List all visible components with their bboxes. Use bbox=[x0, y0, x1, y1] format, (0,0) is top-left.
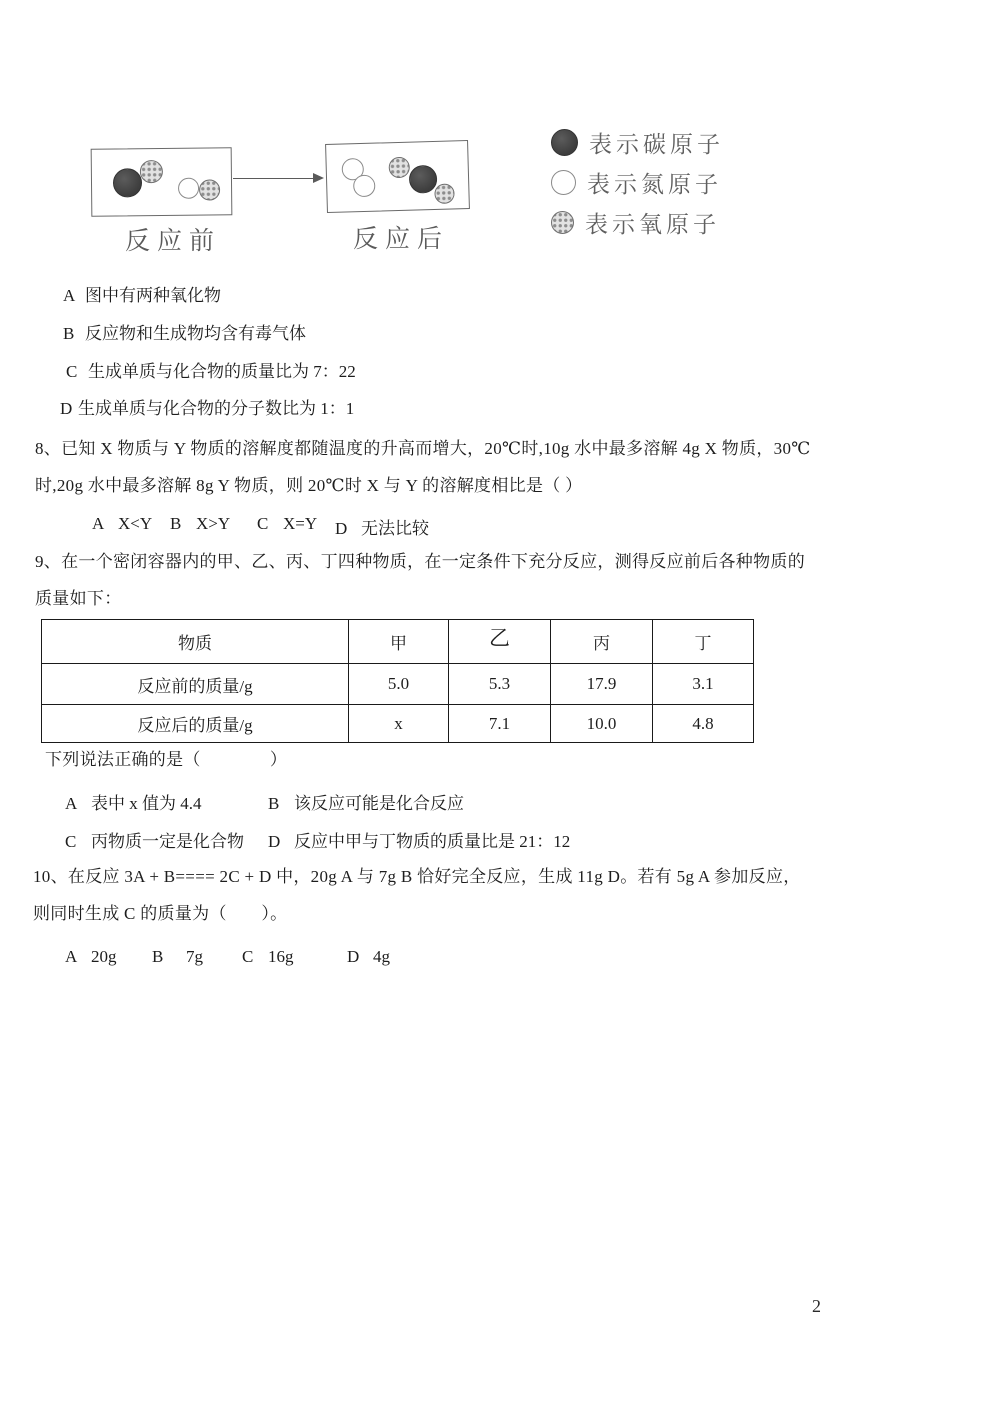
table-header-row bbox=[42, 620, 754, 664]
option-text: 7g bbox=[186, 947, 203, 966]
oxygen-atom-icon bbox=[140, 160, 163, 183]
q9-option-d bbox=[268, 827, 570, 852]
legend-oxygen-label: 表示氧原子 bbox=[585, 212, 720, 237]
option-text: 反应中甲与丁物质的质量比是 21：12 bbox=[294, 832, 571, 851]
option-key: A bbox=[63, 286, 76, 305]
cell-value: 5.0 bbox=[349, 664, 449, 705]
legend-nitrogen-label: 表示氮原子 bbox=[587, 172, 722, 197]
option-key: A bbox=[92, 514, 105, 533]
table-header-jia: 甲 bbox=[349, 620, 449, 664]
mass-table bbox=[41, 619, 754, 743]
q7-option-d bbox=[60, 394, 354, 419]
option-key: C bbox=[257, 514, 269, 533]
q10-option-b bbox=[152, 947, 203, 967]
table-header-yi: 乙 bbox=[449, 620, 551, 664]
q8-option-c bbox=[257, 514, 317, 534]
cell-value: 3.1 bbox=[653, 664, 754, 705]
cell-value: 7.1 bbox=[449, 705, 551, 743]
legend-row-oxygen bbox=[551, 206, 724, 239]
option-key: D bbox=[335, 519, 348, 538]
carbon-atom-icon bbox=[409, 165, 438, 194]
option-key: B bbox=[268, 794, 280, 813]
q10-option-a bbox=[65, 947, 117, 967]
option-key: D bbox=[347, 947, 360, 966]
row-label: 反应前的质量/g bbox=[42, 664, 349, 705]
row-label: 反应后的质量/g bbox=[42, 705, 349, 743]
option-text: 生成单质与化合物的质量比为 7：22 bbox=[88, 362, 356, 381]
option-text: X<Y bbox=[118, 514, 153, 533]
before-reaction-label: 反应前 bbox=[125, 228, 222, 255]
oxygen-atom-icon bbox=[434, 183, 455, 204]
cell-value: 4.8 bbox=[653, 705, 754, 743]
q10-option-d bbox=[347, 947, 390, 967]
option-text: 表中 x 值为 4.4 bbox=[91, 794, 202, 813]
q8-text-line2: 时,20g 水中最多溶解 8g Y 物质，则 20℃时 X 与 Y 的溶解度相比是（ ） bbox=[35, 476, 583, 495]
atom-legend bbox=[551, 126, 724, 246]
option-text: X=Y bbox=[283, 514, 318, 533]
q10-option-c bbox=[242, 947, 294, 967]
q8-option-d bbox=[335, 514, 429, 539]
q8-option-b bbox=[170, 514, 230, 534]
nitrogen-atom-icon bbox=[551, 170, 576, 195]
q7-option-a bbox=[63, 281, 221, 306]
q7-option-c bbox=[66, 357, 356, 382]
option-key: D bbox=[60, 399, 73, 418]
page-number: 2 bbox=[812, 1296, 821, 1316]
table-header-bing: 丙 bbox=[551, 620, 653, 664]
option-text: X>Y bbox=[196, 514, 231, 533]
option-text: 4g bbox=[373, 947, 390, 966]
option-text: 16g bbox=[268, 947, 294, 966]
option-key: C bbox=[242, 947, 254, 966]
option-text: 图中有两种氧化物 bbox=[85, 286, 221, 305]
q9-text-line1: 9、在一个密闭容器内的甲、乙、丙、丁四种物质，在一定条件下充分反应，测得反应前后各种物质的 bbox=[35, 552, 805, 571]
after-reaction-box bbox=[325, 140, 470, 213]
reaction-arrow bbox=[233, 178, 317, 179]
nitrogen-atom-icon bbox=[178, 178, 199, 199]
table-header-substance: 物质 bbox=[42, 620, 349, 664]
oxygen-atom-icon bbox=[388, 157, 410, 179]
option-key: D bbox=[268, 832, 281, 851]
legend-row-nitrogen bbox=[551, 166, 724, 199]
table-row-after bbox=[42, 705, 754, 743]
oxygen-atom-icon bbox=[199, 179, 220, 200]
q8-text-line1: 8、已知 X 物质与 Y 物质的溶解度都随温度的升高而增大，20℃时,10g 水中最多溶解 4g X 物质，30℃ bbox=[35, 439, 811, 458]
option-text: 无法比较 bbox=[361, 519, 429, 538]
option-key: B bbox=[152, 947, 164, 966]
cell-value: 5.3 bbox=[449, 664, 551, 705]
option-text: 丙物质一定是化合物 bbox=[91, 832, 244, 851]
option-key: B bbox=[170, 514, 182, 533]
reaction-arrow-head-icon bbox=[313, 173, 324, 183]
after-reaction-label: 反应后 bbox=[353, 226, 450, 253]
table-row-before bbox=[42, 664, 754, 705]
option-key: B bbox=[63, 324, 75, 343]
legend-carbon-label: 表示碳原子 bbox=[589, 132, 724, 157]
option-key: A bbox=[65, 947, 78, 966]
q10-text-line2: 则同时生成 C 的质量为（ ）。 bbox=[33, 904, 288, 923]
legend-row-carbon bbox=[551, 126, 724, 159]
q9-option-b bbox=[268, 789, 464, 814]
nitrogen-atom-icon bbox=[353, 175, 376, 198]
q9-option-c bbox=[65, 827, 244, 852]
cell-value: x bbox=[349, 705, 449, 743]
table-header-ding: 丁 bbox=[653, 620, 754, 664]
q9-prompt: 下列说法正确的是（ ） bbox=[45, 750, 288, 769]
q9-text-line2: 质量如下： bbox=[35, 589, 122, 608]
q8-option-a bbox=[92, 514, 152, 534]
option-key: C bbox=[66, 362, 78, 381]
q10-text-line1: 10、在反应 3A + B==== 2C + D 中，20g A 与 7g B 恰好完全反应，生成 11g D。若有 5g A 参加反应， bbox=[33, 867, 801, 886]
option-key: A bbox=[65, 794, 78, 813]
carbon-atom-icon bbox=[113, 168, 142, 197]
carbon-atom-icon bbox=[551, 129, 578, 156]
cell-value: 17.9 bbox=[551, 664, 653, 705]
option-key: C bbox=[65, 832, 77, 851]
option-text: 该反应可能是化合反应 bbox=[294, 794, 464, 813]
option-text: 生成单质与化合物的分子数比为 1：1 bbox=[78, 399, 355, 418]
option-text: 反应物和生成物均含有毒气体 bbox=[85, 324, 306, 343]
option-text: 20g bbox=[91, 947, 117, 966]
cell-value: 10.0 bbox=[551, 705, 653, 743]
q7-option-b bbox=[63, 319, 306, 344]
oxygen-atom-icon bbox=[551, 211, 574, 234]
before-reaction-box bbox=[91, 147, 233, 216]
q9-option-a bbox=[65, 789, 202, 814]
